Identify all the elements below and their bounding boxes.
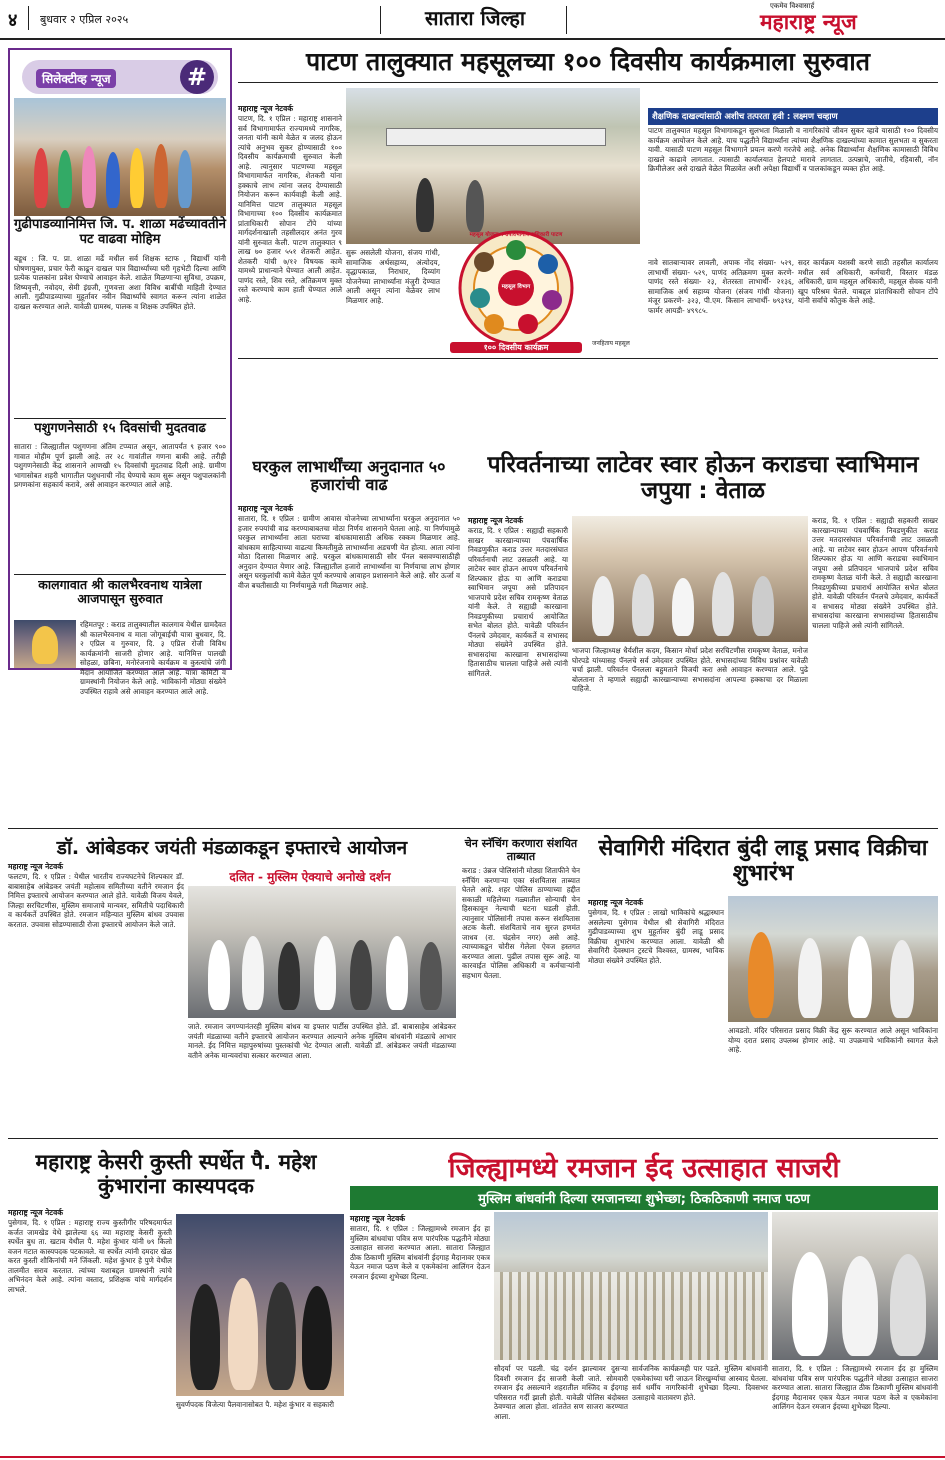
sevagiri-byline: महाराष्ट्र न्यूज नेटवर्क bbox=[588, 898, 644, 907]
school-article-text: बडूथ : जि. प. प्रा. शाळा मर्ढे मधील सर्व शिक्षक स्टाफ , विद्यार्थी यांनी घोषणायुक्त, प्रचार फेरी काढून दाखल पात्र विद्यार्थ्यांच्या घरी गृहभेटी दिल्या आणि प्रत्येक पालकांना प्रवेश घेण्याचे आवाहन केले. शाळेत मिळणाऱ्या सुविधा, उपक्रम, शिष्यवृत्ती, नवोदय, सेमी इंग्रजी, गुणवत्ता अशा विविध बाबींची माहिती देण्यात आली. गुढीपाडव्याच्या मुहूर्तावर नवीन विद्यार्थ्यांचे स्वागत करून त्यांना शाळेत दाखल करण्यात आले. यावेळी ग्रामस्थ, पालक व शिक्षक उपस्थित होते. bbox=[14, 254, 226, 311]
revenue-wheel-graphic bbox=[442, 230, 590, 354]
laddu-launch-photo bbox=[728, 896, 938, 1022]
education-tag: शैक्षणिक दाखल्यांसाठी अशीच तत्परता हवी : लक्ष्मण चव्हाण bbox=[648, 108, 938, 125]
gharkul-article-text: सातारा, दि. १ एप्रिल : ग्रामीण आवास योजनेच्या लाभार्थ्यांना घरकुल अनुदानात ५० हजार रुपयांची वाढ करण्याबाबतचा मोठा निर्णय शासनाने घेतला आहे. या निर्णयामुळे घरकुल लाभार्थ्यांना आता घराच्या बांधकामासाठी अधिक रक्कम मिळणार आहे. बांधकाम साहित्याच्या वाढत्या किमतीमुळे लाभार्थ्यांना अडचणी येत होत्या. आता त्यांना मोठा दिलासा मिळणार आहे. घरकुल बांधकामासाठी सौर पॅनल बसवण्यासाठीही अनुदान देण्यात येणार आहे. जिल्ह्यातील हजारो लाभार्थ्यांना या निर्णयाचा लाभ होणार असून घरकुलांची कामे वेळेत पूर्ण करण्याचे आवाहन प्रशासनाने केले आहे. सौर ऊर्जा व वीज बचतीसाठी या निर्णयामुळे गती मिळणार आहे. bbox=[238, 514, 460, 590]
school-students-photo bbox=[14, 98, 226, 216]
vetal-byline: महाराष्ट्र न्यूज नेटवर्क bbox=[468, 516, 524, 525]
footer-rule bbox=[0, 1456, 945, 1458]
selective-badge-label: सिलेक्टीव्ह न्यूज bbox=[36, 69, 116, 88]
selective-badge bbox=[22, 60, 218, 94]
ambedkar-article-text-2: जाते. रमजान जगण्यानंतरही मुस्लिम बांधव या इफ्तार पार्टीस उपस्थित होते. डॉ. बाबासाहेब आंबेडकर जयंती मंडळाच्या वतीने इफ्तारचे आयोजन करण्यात आल्याने अनेक मुस्लिम बांधवांनी मंडळाचे आभार मानले. ईद निमित्त महापुरुषांच्या पुस्तकांची भेट देण्यात आली. यावेळी डॉ. आंबेडकर जयंती मंडळाच्या वतीने अनेक मान्यवरांचा सत्कार करण्यात आला. bbox=[188, 1022, 456, 1060]
eid-greetings-photo bbox=[772, 1212, 938, 1360]
iftar-group-photo bbox=[188, 886, 456, 1018]
top-headline: पाटण तालुक्यात महसूलच्या १०० दिवसीय कार्यक्रमाला सुरुवात bbox=[305, 47, 871, 76]
eid-prayer-photo bbox=[494, 1212, 768, 1360]
ambedkar-byline: महाराष्ट्र न्यूज नेटवर्क bbox=[8, 862, 64, 871]
sevagiri-headline: सेवागिरी मंदिरात बुंदी लाडू प्रसाद विक्रीचा शुभारंभ bbox=[598, 836, 928, 887]
page-number: ४ bbox=[8, 10, 18, 31]
ramjan-subheadline: मुस्लिम बांधवांनी दिल्या रमजानच्या शुभेच्छा; ठिकठिकाणी नमाज पठण bbox=[350, 1186, 938, 1210]
kusti-article-text: पुसेगाव, दि. १ एप्रिल : महाराष्ट्र राज्य कुस्तीगीर परिषदमार्फत कर्जत जामखेड येथे झालेल्या ६६ व्या महाराष्ट्र केसरी कुस्ती स्पर्धेत बुध ता. खटाव येथील पै. महेश कुंभार यांनी ७९ किलो वजन गटात कास्यपदक पटकावले. या स्पर्धेत त्यांनी दमदार खेळ करत कुस्ती शौकिनांची मने जिंकली. महेश कुंभार हे पुणे येथील तालमीत सराव करतात. त्यांच्या यशाबद्दल ग्रामस्थांनी त्यांचे अभिनंदन केले आहे. त्यांना वस्ताद, प्रशिक्षक यांचे मार्गदर्शन लाभले. bbox=[8, 1218, 172, 1294]
revenue-signature: जनहिताय महसूल bbox=[592, 340, 630, 347]
vetal-meeting-photo bbox=[572, 516, 808, 642]
district-label: सातारा जिल्हा bbox=[424, 6, 526, 30]
infographic-banner: १०० दिवसीय कार्यक्रम bbox=[450, 342, 582, 353]
kusti-byline: महाराष्ट्र न्यूज नेटवर्क bbox=[8, 1208, 64, 1217]
vetal-headline: परिवर्तनाच्या लाटेवर स्वार होऊन कराडचा स्वाभिमान जपुया : वेताळ bbox=[487, 452, 919, 505]
section-divider bbox=[14, 418, 226, 419]
paper-logo: महाराष्ट्र न्यूज bbox=[760, 10, 857, 34]
livestock-article-text: सातारा : जिल्ह्यातील पशुगणना अंतिम टप्प्यात असून, आतापर्यंत ९ हजार ९०० गावात मोहीम पूर्ण झाली आहे. तर २८ गावांतील गणना बाकी आहे. तरीही पशुगणनेसाठी केंद्र शासनाने आणखी १५ दिवसांची मुदतवाढ दिली आहे. ग्रामीण भागासोबत शहरी भागातील पशुधनाची नोंद घेण्याचे काम सुरू असून पशुपालकांनी प्रगणकांना सहकार्य करावे, असे आवाहन करण्यात आले आहे. bbox=[14, 442, 226, 489]
section-divider bbox=[14, 574, 226, 575]
masthead-rule bbox=[0, 38, 945, 40]
ramjan-headline: जिल्ह्यामध्ये रमजान ईद उत्साहात साजरी bbox=[448, 1153, 840, 1184]
section-divider bbox=[238, 358, 938, 359]
hashtag-icon: # bbox=[180, 60, 214, 94]
vetal-article-text-3: कराड, दि. १ एप्रिल : सह्याद्री सहकारी साखर कारखान्याच्या पंचवार्षिक निवडणुकीत कराड उत्तर मतदारसंघात परिवर्तनाची लाट उसळली आहे. या लाटेवर स्वार होऊन आपण परिवर्तनाचे शिल्पकार होऊ या आणि कराडचा स्वाभिमान जपूया असे प्रतिपादन भाजपाचे प्रदेश सचिव रामकृष्ण वेताळ यांनी केले. ते सह्याद्री कारखाना निवडणुकीच्या प्रचारार्थ आयोजित सभेत बोलत होते. यावेळी परिवर्तन पॅनलचे उमेदवार, कार्यकर्ते व सभासद मोठ्या संख्येने उपस्थित होते. सभासदांचा कारखाना सभासदांच्या हितासाठीच चालला पाहिजे असे त्यांनी सांगितले. bbox=[812, 516, 938, 630]
vetal-article-text: कराड, दि. १ एप्रिल : सह्याद्री सहकारी साखर कारखान्याच्या पंचवार्षिक निवडणुकीत कराड उत्तर मतदारसंघात परिवर्तनाची लाट उसळली आहे. या लाटेवर स्वार होऊन आपण परिवर्तनाचे शिल्पकार होऊ या आणि कराडचा स्वाभिमान जपूया असे प्रतिपादन भाजपाचे प्रदेश सचिव रामकृष्ण वेताळ यांनी केले. ते सह्याद्री कारखाना निवडणुकीच्या प्रचारार्थ आयोजित सभेत बोलत होते. यावेळी परिवर्तन पॅनलचे उमेदवार, कार्यकर्ते व सभासद मोठ्या संख्येने उपस्थित होते. सभासदांचा कारखाना सभासदांच्या हितासाठीच चालला पाहिजे असे त्यांनी सांगितले. bbox=[468, 526, 568, 678]
ramjan-article-text: सातारा, दि. १ एप्रिल : जिल्ह्यामध्ये रमजान ईद हा मुस्लिम बांधवांचा पवित्र सण पारंपरिक पद्धतीने मोठ्या उत्साहात साजरा करण्यात आला. सातारा जिल्ह्यात ठीक ठिकाणी मुस्लिम बांधवांनी ईदगाह मैदानावर एकत्र येऊन नमाज पठण केले व एकमेकांना आलिंगन देऊन रमजान ईदच्या शुभेच्छा दिल्या. bbox=[350, 1224, 490, 1281]
sevagiri-article-text: पुसेगाव, दि. १ एप्रिल : लाखो भाविकांचे श्रद्धास्थान असलेल्या पुसेगाव येथील श्री सेवागिरी मंदिरात गुढीपाडव्याच्या शुभ मुहूर्तावर बुंदी लाडू प्रसाद विक्रीचा शुभारंभ करण्यात आला. यावेळी श्री सेवागिरी देवस्थान ट्रस्टचे विश्वस्त, ग्रामस्थ, भाविक मोठ्या संख्येने उपस्थित होते. bbox=[588, 908, 724, 965]
infographic-caption-text: सुरू असलेली योजना, संजय गांधी, सामाजिक अर्थसहाय्य, अंत्योदय, वृद्धापकाळ, निराधार, दिव्यांग योजनेच्या लाभार्थ्यांना मंजुरी देण्यात आली असून त्यांना वेळेवर लाभ मिळणार आहे. bbox=[346, 248, 440, 305]
yatra-headline: कालगावात श्री कालभैरवनाथ यात्रेला आजपासून सुरुवात bbox=[38, 577, 202, 607]
yatra-article-text: रहिमतपूर : कराड तालुक्यातील कालगाव येथील ग्रामदैवत श्री कालभैरवनाथ व माता जोगूबाईची यात्रा बुधवार, दि. २ एप्रिल व गुरुवार, दि. ३ एप्रिल रोजी विविध कार्यक्रमांनी साजरी होणार आहे. यानिमित्त पालखी सोहळा, छबिना, मनोरंजनाचे कार्यक्रम व कुस्त्यांचे जंगी मैदान आयोजित करण्यात आले आहे. यात्रा कमिटी व ग्रामस्थांनी नियोजन केले आहे. भाविकांनी मोठ्या संख्येने उपस्थित राहावे असे आवाहन करण्यात आले आहे. bbox=[80, 620, 226, 696]
ramjan-article-text-4: सातारा, दि. १ एप्रिल : जिल्ह्यामध्ये रमजान ईद हा मुस्लिम बांधवांचा पवित्र सण पारंपरिक पद्धतीने मोठ्या उत्साहात साजरा करण्यात आला. सातारा जिल्ह्यात ठीक ठिकाणी मुस्लिम बांधवांनी ईदगाह मैदानावर एकत्र येऊन नमाज पठण केले व एकमेकांना आलिंगन देऊन रमजान ईदच्या शुभेच्छा दिल्या. bbox=[772, 1364, 939, 1411]
sevagiri-article-text-2: आवडतो. मंदिर परिसरात प्रसाद विक्री केंद्र सुरू करण्यात आले असून भाविकांना योग्य दरात प्रसाद उपलब्ध होणार आहे. या उपक्रमाचे भाविकांनी स्वागत केले आहे. bbox=[728, 1026, 938, 1054]
wrestlers-photo bbox=[176, 1214, 344, 1396]
paper-tagline: एकमेव विश्वासार्ह bbox=[770, 2, 815, 10]
vetal-article-text-2: भाजपा जिल्हाध्यक्ष धैर्यशील कदम, किसान मोर्चा प्रदेश सरचिटणीस रामकृष्ण वेताळ, मनोज घोरपडे यांच्यासह पॅनलचे सर्व उमेदवार उपस्थित होते. सभासदांच्या विविध प्रश्नांवर यावेळी चर्चा झाली. परिवर्तन पॅनलला बहुमताने विजयी करा असे आवाहन करण्यात आले. पुढे बोलताना ते म्हणाले सह्याद्री कारखान्याच्या सभासदांना आपल्या हक्काचा दर मिळाला पाहिजे. bbox=[572, 646, 808, 693]
ramjan-article-text-3: सार्वजनिक कार्यक्रमही पार पडले. मुस्लिम बांधवांनी एकमेकांच्या घरी जाऊन शिरखुर्म्याचा आस्वाद घेतला. सर्व धर्मीय नागरिकांनी शुभेच्छा दिल्या. दिवसभर उत्साहाचे वातावरण होते. bbox=[632, 1364, 768, 1402]
section-divider bbox=[8, 828, 938, 829]
gharkul-byline: महाराष्ट्र न्यूज नेटवर्क bbox=[238, 504, 294, 513]
revenue-stats-text: नावे सातबाऱ्यावर लावली, अपाक नोंद संख्या- ५२९, लाभार्थी संख्या- ५२९, पाणंद अतिक्रमण मुक्त करणे- पाणंद रस्ते संख्या- २३, शेतरस्ता लाभार्थी- २१३६, सामाजिक अर्थ सहाय्य योजना (संजय गांधी योजना) मंजूर प्रकरणे- ३२३, पी.एम. किसान लाभार्थी- ७९३९४, फार्मर आयडी- ४९९८५. bbox=[648, 258, 794, 315]
kusti-photo-caption: सुवर्णपदक विजेत्या पैलवानासोबत पै. महेश कुंभार व सहकारी bbox=[176, 1400, 334, 1409]
infographic-center-label: महसूल विभाग bbox=[501, 284, 531, 290]
headline-rule bbox=[238, 82, 938, 83]
school-headline: गुढीपाडव्यानिमित्त जि. प. शाळा मर्ढेच्यावतीने पट वाढवा मोहिम bbox=[14, 217, 226, 247]
livestock-headline: पशुगणनेसाठी १५ दिवसांची मुदतवाढ bbox=[34, 421, 206, 436]
ambedkar-subheadline: दलित - मुस्लिम ऐक्याचे अनोखे दर्शन bbox=[229, 870, 391, 884]
ramjan-article-text-2: सौदर्या पर पडली. चंद्र दर्शन झाल्यावर दुसऱ्या दिवशी रमजान ईद साजरी केली जाते. सोमवारी रमजान ईद असल्याने शहरातील मस्जिद व ईदगाह परिसरात गर्दी झाली होती. यावेळी पोलिस बंदोबस्त ठेवण्यात आला होता. शांततेत सण साजरा करण्यात आला. bbox=[494, 1364, 628, 1421]
infographic-ring-label: महसूल योजना व उपविभागीय अधिकारी पाटण bbox=[469, 232, 563, 238]
revenue-thanks-text: सदर कार्यक्रम यशस्वी करणे साठी तहसील कार्यालय मधील सर्व अधिकारी, कर्मचारी, विस्तार मंडळ अधिकारी, ग्राम महसूल अधिकारी, महसूल सेवक यांनी खूप परिश्रम घेतले. याबद्दल प्रांताधिकारी सोपान टोंपे यांनी सर्वांचे कौतुक केले आहे. bbox=[798, 258, 938, 305]
tahsil-office-photo bbox=[346, 88, 640, 244]
chain-article-text: कराड : उंब्रज पोलिसांनी मोठ्या शिताफीने चेन स्नॅचिंग करणाऱ्या एका संशयितास ताब्यात घेतले आहे. शहर पोलिस ठाण्याच्या हद्दीत सकाळी महिलेच्या गळ्यातील सोन्याची चेन हिसकावून नेल्याची घटना घडली होती. त्यानुसार पोलिसांनी तपास करून संशयितास अटक केली. संशयिताचे नाव सुरज हणमंत जाधव (रा. चंद्रसेन नगर) असे आहे. त्याच्याकडून चोरीस गेलेला ऐवज हस्तगत करण्यात आला. पुढील तपास सुरू आहे. या कारवाईत पोलिस अधिकारी व कर्मचाऱ्यांनी सहभाग घेतला. bbox=[462, 866, 580, 980]
masthead bbox=[0, 0, 945, 40]
issue-date: बुधवार २ एप्रिल २०२५ bbox=[40, 13, 129, 26]
education-text: पाटण तालुक्यात महसूल विभागाकडून सुलभता मिळाली व नागरिकांचे जीवन सुकर व्हावे यासाठी १०० दिवसीय कार्यक्रम आयोजन केले आहे. याच पद्धतीने विद्यार्थ्यांना त्यांच्या शैक्षणिक दाखल्यांच्या कामात सुलभता व सुकरता यावी. यासाठी पाटण महसूल विभागाने प्रयत्न करणे गरजेचे आहे. अनेक विद्यार्थ्यांना शैक्षणिक कामासाठी विविध दाखले काढावे लागतात. त्यासाठी कार्यालयात हेलपाटे मारावे लागतात. उत्पन्नाचे, जातीचे, रहिवासी, नॉन क्रिमीलेअर असे दाखले वेळेत मिळावेत अशी अपेक्षा विद्यार्थी व पालकांकडून व्यक्त होत आहे. bbox=[648, 126, 938, 173]
top-article-text: पाटण, दि. १ एप्रिल : महाराष्ट्र शासनाने सर्व विभागामार्फत राज्यामध्ये नागरिक, जनता यांनी कामे वेळेत व जलद होऊन त्यांचे अनुभव सुकर होण्यासाठी १०० दिवसीय कार्यक्रमाची सुरुवात केली आहे. त्यानुसार पाटणच्या महसूल विभागामार्फत नागरिक, शेतकरी यांना हक्काचे लाभ त्यांना जलद देण्यासाठी नियोजन करून कार्यवाही केली आहे. यानिमित्त पाटण तालुक्यात महसूल विभागाच्या १०० दिवसीय कार्यक्रमात प्रांताधिकारी सोपान टोंपे यांच्या मार्गदर्शनाखाली तहसीलदार अनंत गुरव यांनी सुरुवात केली. पाटण तालुक्यात ९ लाख ७० हजार ५५१ शेतकरी आहेत. शेतकरी यांची ७/१२ विषयक कामे यामध्ये प्राधान्याने घेण्यात आली आहेत. पाणंद रस्ते, शिव रस्ते, अतिक्रमण मुक्त रस्ते करण्याचे काम हाती घेण्यात आले आहे. bbox=[238, 114, 342, 304]
chain-headline: चेन स्नॅचिंग करणारा संशयित ताब्यात bbox=[464, 837, 578, 863]
top-byline: महाराष्ट्र न्यूज नेटवर्क bbox=[238, 104, 294, 113]
ramjan-byline: महाराष्ट्र न्यूज नेटवर्क bbox=[350, 1214, 406, 1223]
kusti-headline: महाराष्ट्र केसरी कुस्ती स्पर्धेत पै. महेश कुंभारांना कास्यपदक bbox=[35, 1150, 317, 1199]
masthead-divider bbox=[566, 6, 567, 34]
temple-deity-photo bbox=[14, 620, 76, 668]
masthead-divider bbox=[28, 6, 29, 30]
revenue-infographic bbox=[442, 230, 590, 354]
ambedkar-article-text: फलटण, दि. १ एप्रिल : येथील भारतीय राज्यघटनेचे शिल्पकार डॉ. बाबासाहेब आंबेडकर जयंती महोत्सव समितीच्या वतीने रमजान ईद निमित्त इफ्तारचे आयोजन करण्यात आले होते. यावेळी विजय येवले, जिल्हा सरचिटणीस, मुस्लिम समाजाचे मान्यवर, समितीचे पदाधिकारी व कार्यकर्ते उपस्थित होते. रमजान महिन्यात मुस्लिम बांधव उपवास करतात. उपवास सोडण्यासाठी रोजा इफ्तारचे आयोजन केले जाते. bbox=[8, 872, 184, 929]
ambedkar-headline: डॉ. आंबेडकर जयंती मंडळाकडून इफ्तारचे आयोजन bbox=[56, 837, 408, 859]
masthead-divider bbox=[380, 6, 381, 34]
gharkul-headline: घरकुल लाभार्थींच्या अनुदानात ५० हजारांची वाढ bbox=[252, 457, 446, 495]
section-divider bbox=[8, 1138, 938, 1139]
